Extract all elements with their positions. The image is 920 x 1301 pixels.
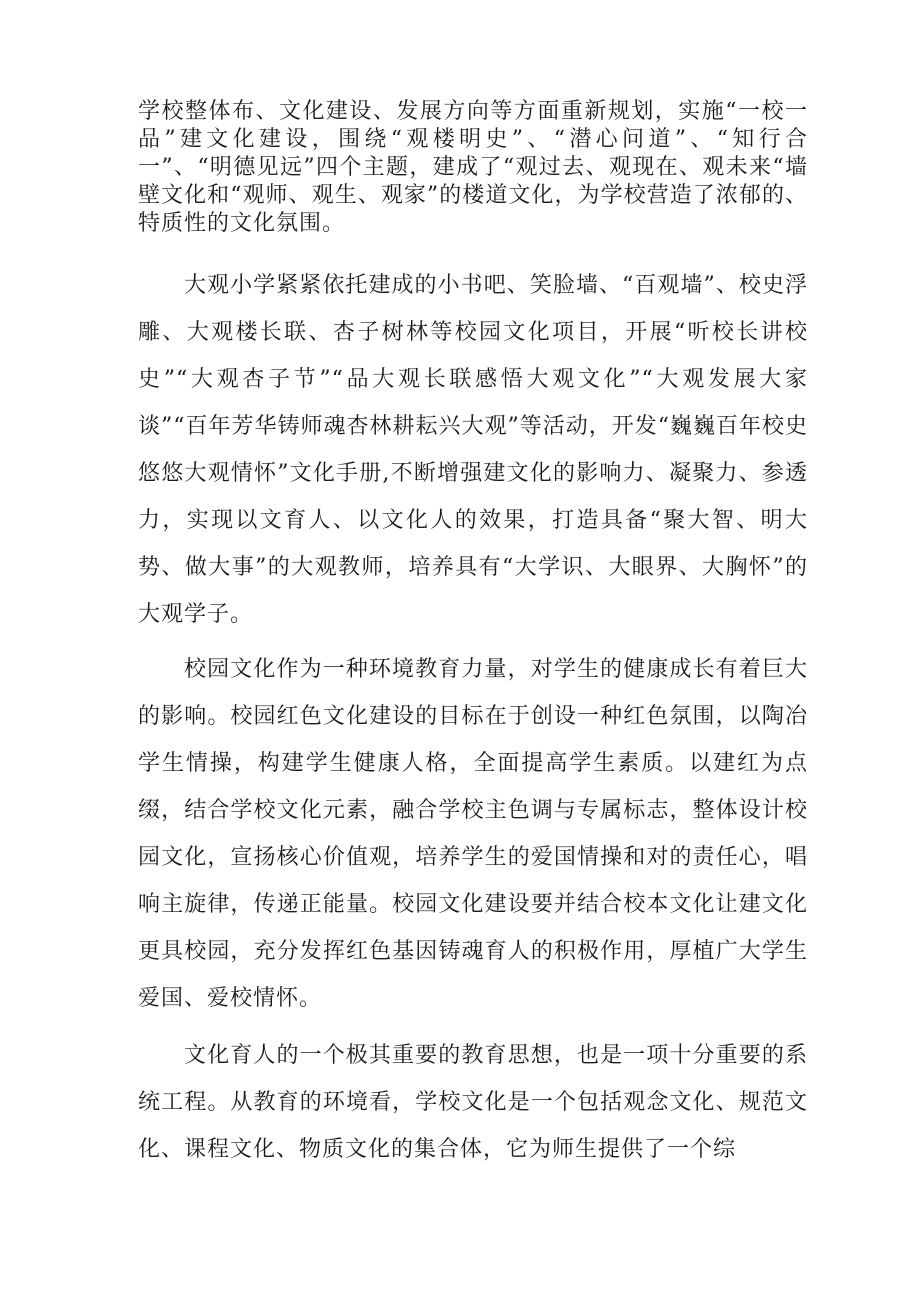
- paragraph-red-culture-construction: 校园文化作为一种环境教育力量，对学生的健康成长有着巨大的影响。校园红色文化建设的目标在于创设一种红色氛围，以陶冶学生情操，构建学生健康人格，全面提高学生素质。以建红为点缀，结合学校文化元素，融合学校主色调与专属标志，整体设计校园文化，宣扬核心价值观，培养学生的爱国情操和对的责任心，唱响主旋律，传递正能量。校园文化建设要并结合校本文化让建文化更具校园，充分发挥红色基因铸魂育人的积极作用，厚植广大学生爱国、爱校情怀。: [138, 657, 808, 1011]
- paragraph-culture-education: 文化育人的一个极其重要的教育思想，也是一项十分重要的系统工程。从教育的环境看，学校文化是一个包括观念文化、规范文化、课程文化、物质文化的集合体，它为师生提供了一个综: [138, 1043, 808, 1162]
- paragraph-daguan-primary-activities: 大观小学紧紧依托建成的小书吧、笑脸墙、“百观墙”、校史浮雕、大观楼长联、杏子树林等校园文化项目，开展“听校长讲校史”“大观杏子节”“品大观长联感悟大观文化”“大观发展大家谈”“百年芳华铸师魂杏林耕耘兴大观”等活动，开发“巍巍百年校史悠悠大观情怀”文化手册,不断增强建文化的影响力、凝聚力、参透力，实现以文育人、以文化人的效果，打造具备“聚大智、明大势、做大事”的大观教师，培养具有“大学识、大眼界、大胸怀”的大观学子。: [138, 273, 808, 627]
- paragraph-campus-culture-planning: 学校整体布、文化建设、发展方向等方面重新规划，实施“一校一品”建文化建设，围绕“观楼明史”、“潜心问道”、“知行合一”、“明德见远”四个主题，建成了“观过去、观现在、观未来“墙壁文化和“观师、观生、观家”的楼道文化，为学校营造了浓郁的、特质性的文化氛围。: [138, 99, 808, 236]
